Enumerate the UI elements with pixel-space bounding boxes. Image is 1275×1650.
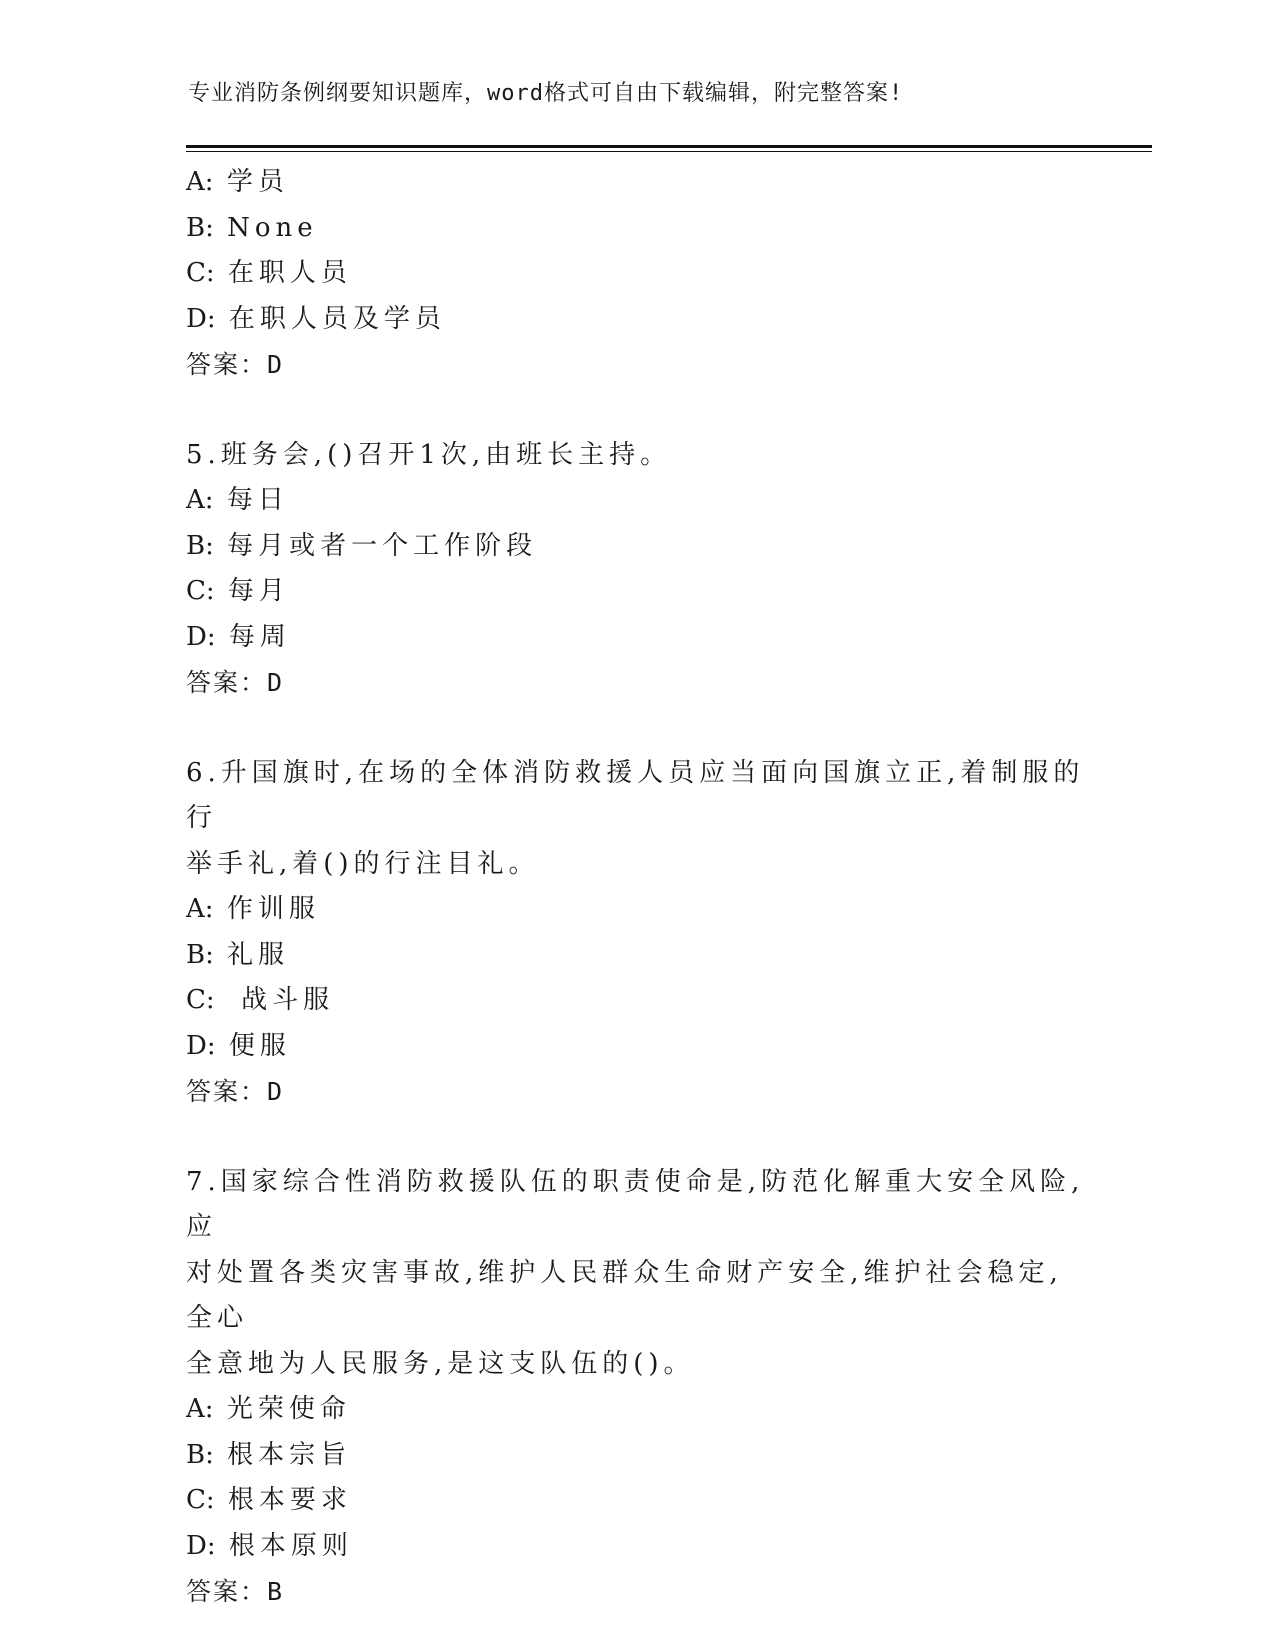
option-b: B: 每月或者一个工作阶段 [186,530,538,561]
answer-line: 答案：B [186,1577,285,1606]
option-d: D: 每周 [186,621,291,652]
option-d: D: 在职人员及学员 [186,303,446,334]
option-a: A: 作训服 [186,894,320,924]
question-block-5 [186,433,1086,706]
question-block-7 [186,1160,1086,1615]
option-a: A: 每日 [186,485,289,515]
question-list [186,160,1086,1615]
option-c: C: 在职人员 [186,258,352,288]
option-c: C: 每月 [186,576,290,606]
question-block-4 [186,160,1086,388]
option-d: D: 根本原则 [186,1530,353,1561]
question-stem: 5.班务会,()召开1次,由班长主持。 [186,439,672,470]
answer-line: 答案：D [186,350,285,379]
option-c: C: 根本要求 [186,1485,352,1515]
question-stem-line-2: 举手礼,着()的行注目礼。 [186,848,540,879]
header-divider [186,145,1152,152]
option-c: C: 战斗服 [186,985,335,1015]
answer-line: 答案：D [186,1077,285,1106]
option-b: B: 根本宗旨 [186,1439,352,1470]
question-stem-line-1: 7.国家综合性消防救援队伍的职责使命是,防范化解重大安全风险, 应 [186,1166,1085,1242]
answer-line: 答案：D [186,668,285,697]
option-a: A: 学员 [186,167,289,197]
question-stem-line-3: 全意地为人民服务,是这支队伍的()。 [186,1348,695,1379]
question-stem-line-1: 6.升国旗时,在场的全体消防救援人员应当面向国旗立正,着制服的行 [186,757,1085,833]
option-b: B: None [186,212,318,243]
option-b: B: 礼服 [186,939,290,970]
question-block-6 [186,751,1086,1115]
option-a: A: 光荣使命 [186,1394,351,1424]
option-d: D: 便服 [186,1030,291,1061]
question-stem-line-2: 对处置各类灾害事故,维护人民群众生命财产安全,维护社会稳定,全心 [186,1257,1063,1333]
page-header: 专业消防条例纲要知识题库，word格式可自由下载编辑，附完整答案! [188,81,904,106]
